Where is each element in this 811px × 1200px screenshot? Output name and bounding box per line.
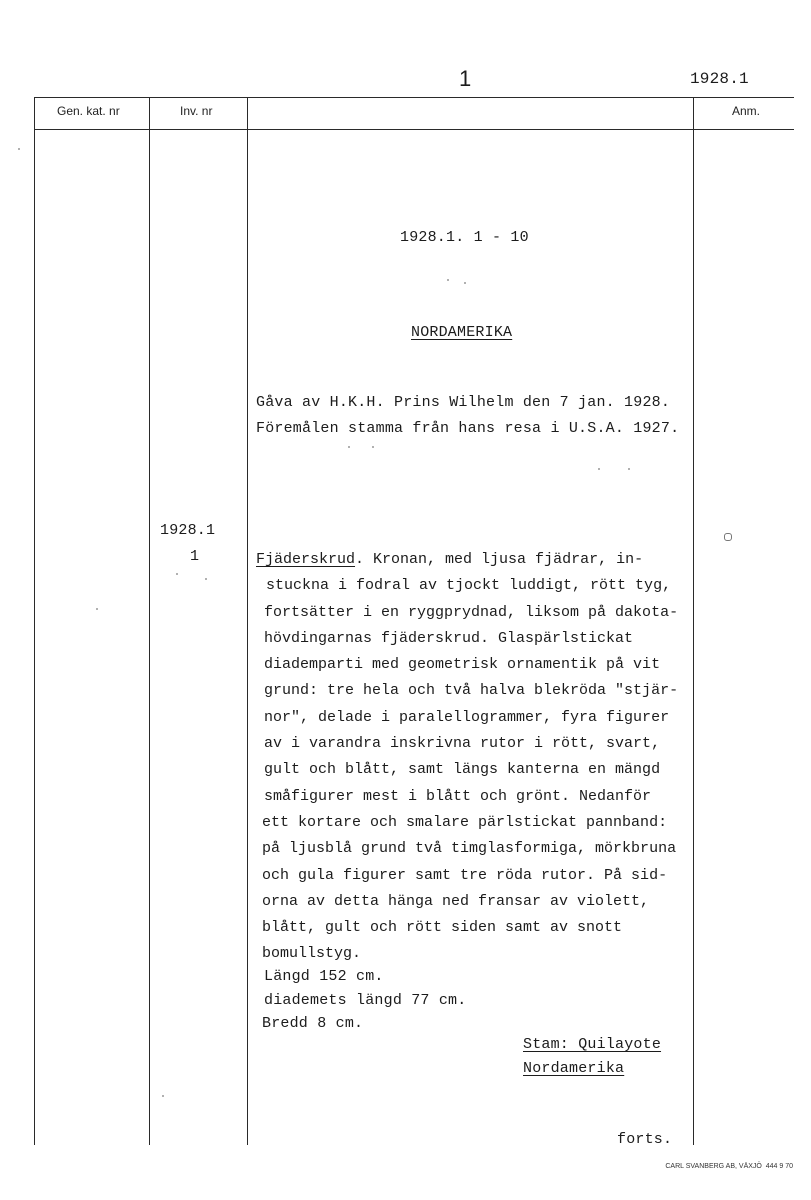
object-title: Fjäderskrud: [256, 551, 356, 568]
description-line: diademparti med geometrisk ornamentik på vit: [264, 656, 661, 674]
scan-speck: [176, 573, 178, 575]
continuation-note: forts.: [617, 1131, 673, 1148]
description-line: och gula figurer samt tre röda rutor. På sid-: [262, 866, 668, 884]
column-divider-gen-inv: [149, 97, 150, 1145]
description-line: ett kortare och smalare pärlstickat pannband:: [262, 813, 668, 831]
description-line: nor", delade i paralellogrammer, fyra figurer: [264, 708, 670, 726]
inventory-year: 1928.1: [160, 522, 216, 539]
description-line: grund: tre hela och två halva blekröda "stjär-: [264, 682, 679, 700]
accession-year: 1928.1: [690, 70, 749, 88]
donation-line-2: Föremålen stamma från hans resa i U.S.A. 1927.: [256, 420, 680, 437]
description-line: hövdingarnas fjäderskrud. Glaspärlstickat: [264, 629, 634, 647]
printer-imprint: CARL SVANBERG AB, VÄXJÖ 444 9 70: [665, 1163, 793, 1170]
scan-speck: [96, 608, 98, 610]
scan-speck: [348, 446, 350, 448]
scan-speck: [724, 533, 732, 541]
description-line: blått, gult och rött siden samt av snott: [262, 919, 623, 937]
measurement-diadem-length: diademets längd 77 cm.: [264, 992, 467, 1009]
region-heading: NORDAMERIKA: [411, 324, 513, 341]
measurement-length: Längd 152 cm.: [264, 968, 384, 985]
column-header-inv-nr: Inv. nr: [180, 104, 213, 118]
description-line: [256, 547, 696, 573]
scan-speck: [447, 279, 449, 281]
left-border: [34, 97, 35, 1145]
description-line: bomullstyg.: [262, 945, 362, 963]
header-top-rule: [34, 97, 794, 98]
description-line: fortsätter i en ryggprydnad, liksom på dakota-: [264, 603, 679, 621]
description-line: på ljusblå grund två timglasformiga, mörkbruna: [262, 840, 677, 858]
scan-speck: [18, 148, 20, 150]
column-header-anm: Anm.: [732, 104, 761, 118]
column-header-gen-kat-nr: Gen. kat. nr: [57, 104, 120, 118]
scan-speck: [628, 468, 630, 470]
range-heading: 1928.1. 1 - 10: [400, 229, 529, 246]
description-line: av i varandra inskrivna rutor i rött, svart,: [264, 735, 661, 753]
scan-speck: [598, 468, 600, 470]
scan-speck: [464, 282, 466, 284]
object-description: [256, 547, 696, 968]
description-line: stuckna i fodral av tjockt luddigt, rött tyg,: [266, 577, 672, 595]
tribe-region: Nordamerika: [523, 1060, 625, 1077]
description-line: småfigurer mest i blått och grönt. Nedanför: [264, 787, 652, 805]
description-line: gult och blått, samt längs kanterna en mängd: [264, 761, 661, 779]
donation-line-1: Gåva av H.K.H. Prins Wilhelm den 7 jan. 1928.: [256, 394, 671, 411]
description-first-line: . Kronan, med ljusa fjädrar, in-: [355, 551, 644, 568]
scan-speck: [372, 446, 374, 448]
scan-speck: [205, 578, 207, 580]
page-number: 1: [459, 66, 472, 91]
column-divider-inv-text: [247, 97, 248, 1145]
inventory-number: 1: [190, 548, 200, 565]
description-line: orna av detta hänga ned fransar av violett,: [262, 892, 650, 910]
scan-speck: [162, 1095, 164, 1097]
tribe-label: Stam: Quilayote: [523, 1036, 662, 1053]
measurement-width: Bredd 8 cm.: [262, 1015, 364, 1032]
header-bottom-rule: [34, 129, 794, 130]
